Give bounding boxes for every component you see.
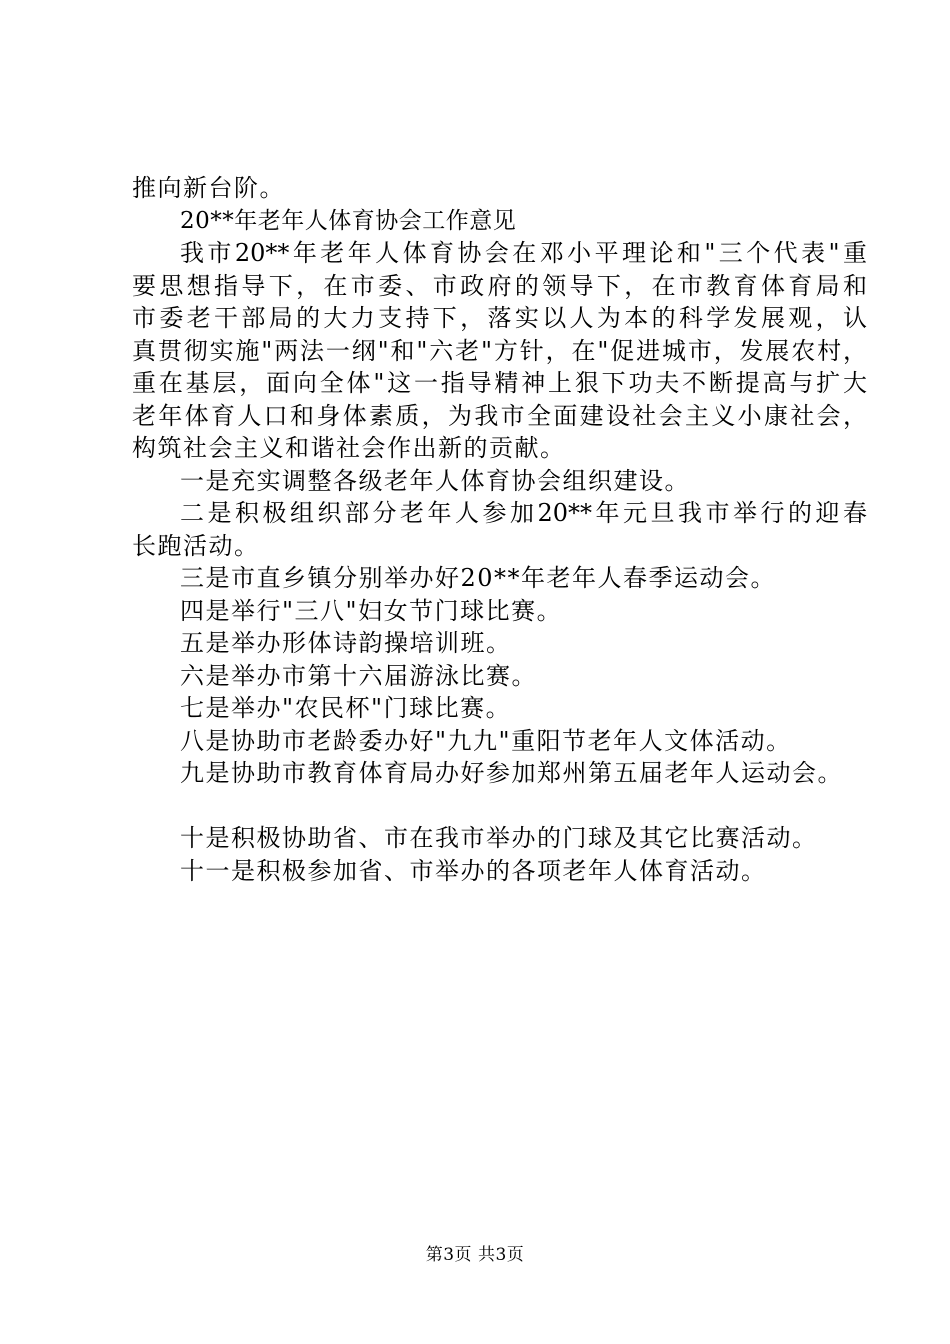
paragraph-line: 我市20**年老年人体育协会在邓小平理论和"三个代表"重 [180, 239, 867, 267]
blank-line [132, 790, 867, 823]
paragraph-line: 真贯彻实施"两法一纲"和"六老"方针，在"促进城市，发展农村， [132, 336, 867, 365]
list-item: 六是举办市第十六届游泳比赛。 [180, 661, 537, 690]
list-item: 二是积极组织部分老年人参加20**年元旦我市举行的迎春 [180, 499, 867, 527]
list-item: 十是积极协助省、市在我市举办的门球及其它比赛活动。 [180, 824, 818, 852]
list-item: 四是举行"三八"妇女节门球比赛。 [180, 596, 563, 625]
list-item: 十一是积极参加省、市举办的各项老年人体育活动。 [180, 856, 767, 885]
list-item: 一是充实调整各级老年人体育协会组织建设。 [180, 466, 690, 495]
paragraph-line: 重在基层，面向全体"这一指导精神上狠下功夫不断提高与扩大 [132, 369, 867, 397]
list-item: 八是协助市老龄委办好"九九"重阳节老年人文体活动。 [180, 726, 792, 755]
list-item: 九是协助市教育体育局办好参加郑州第五届老年人运动会。 [180, 759, 843, 787]
paragraph-line: 市委老干部局的大力支持下，落实以人为本的科学发展观，认 [132, 304, 867, 332]
paragraph-line: 老年体育人口和身体素质，为我市全面建设社会主义小康社会， [132, 401, 867, 430]
list-item: 七是举办"农民杯"门球比赛。 [180, 694, 512, 722]
section-title: 20**年老年人体育协会工作意见 [180, 207, 517, 234]
list-item-continuation: 长跑活动。 [132, 531, 260, 560]
paragraph-line: 构筑社会主义和谐社会作出新的贡献。 [132, 434, 566, 462]
document-body [132, 172, 867, 887]
page-number: 第3页 共3页 [425, 1245, 525, 1265]
list-item: 五是举办形体诗韵操培训班。 [180, 629, 512, 657]
text-line: 推向新台阶。 [132, 174, 285, 202]
paragraph-line: 要思想指导下，在市委、市政府的领导下，在市教育体育局和 [132, 271, 867, 300]
list-item: 三是市直乡镇分别举办好20**年老年人春季运动会。 [180, 564, 777, 592]
